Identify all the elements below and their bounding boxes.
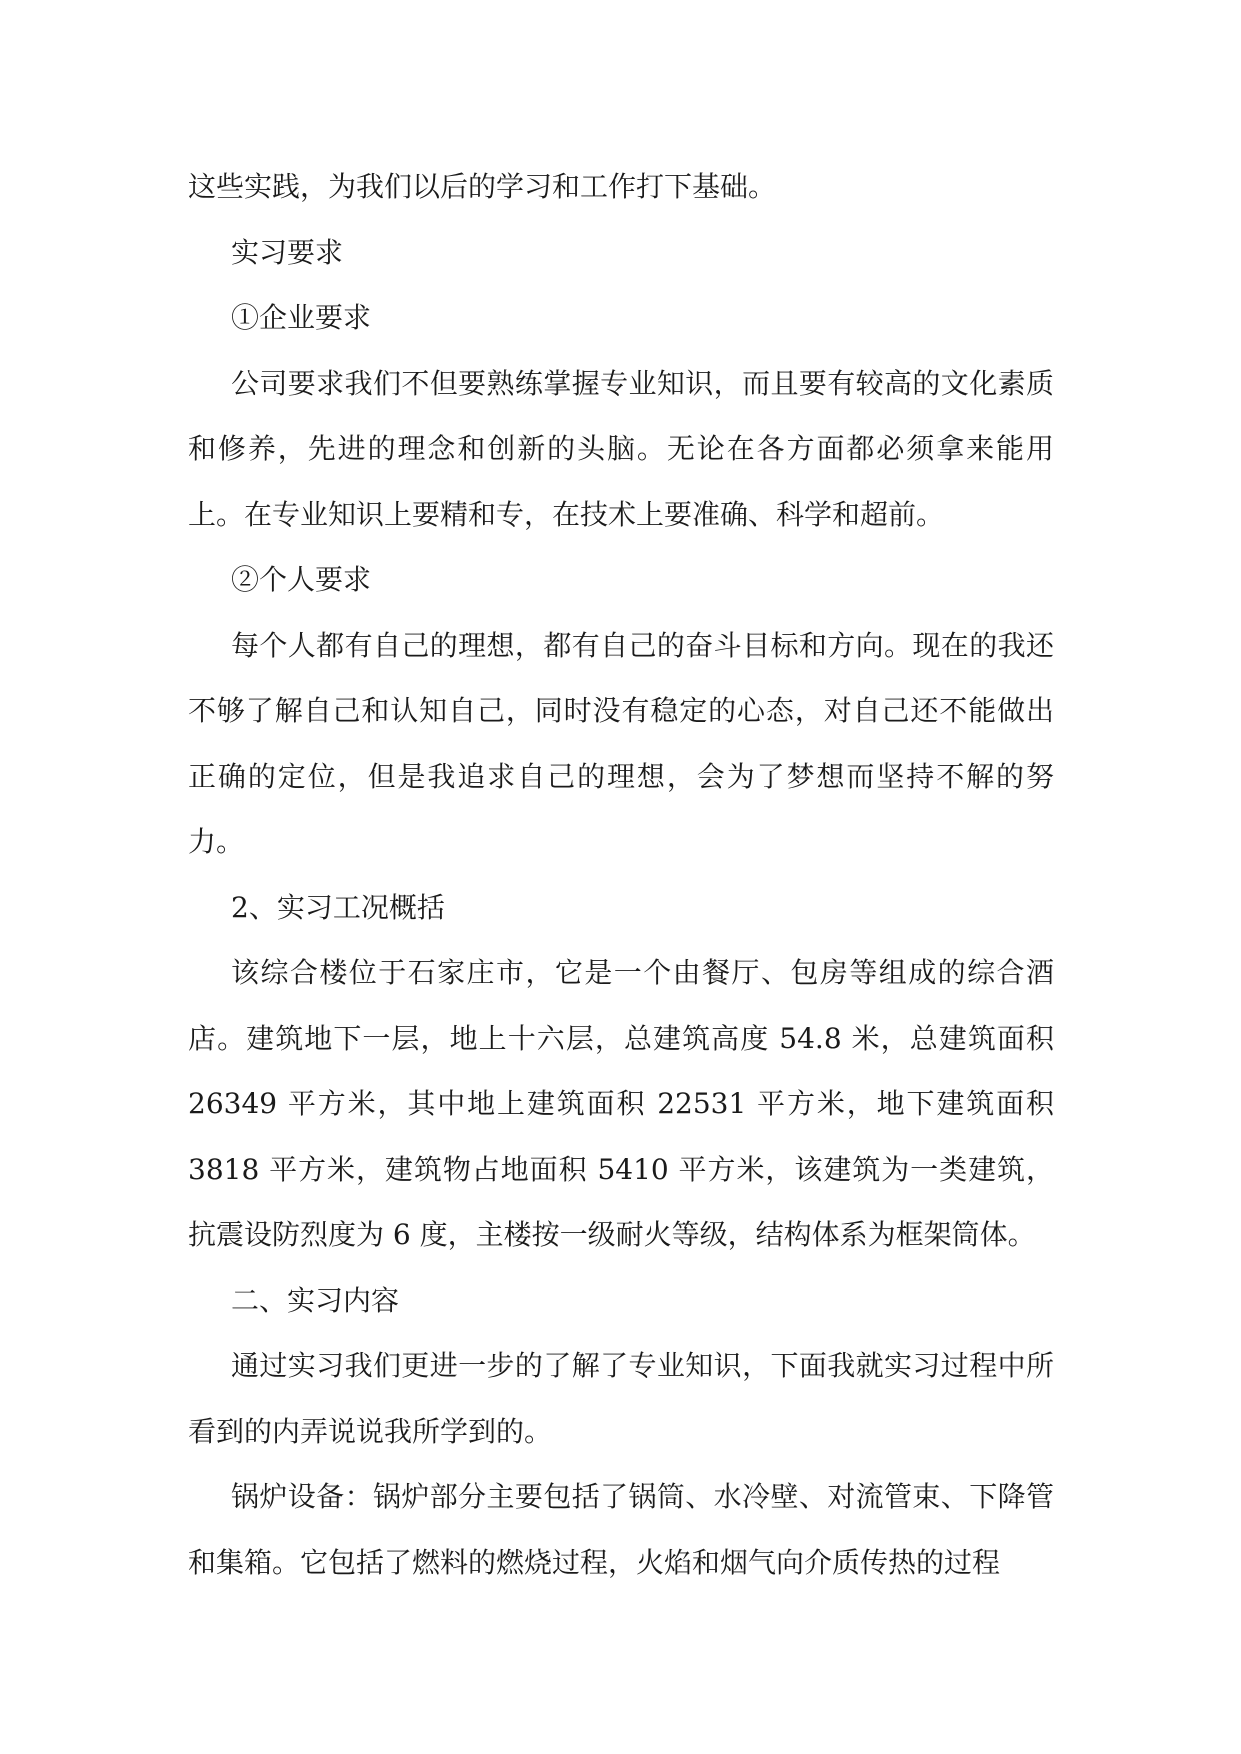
paragraph-continuation: 这些实践，为我们以后的学习和工作打下基础。: [188, 170, 777, 203]
section-heading-site-overview: 2、实习工况概括: [231, 890, 445, 924]
section-heading-requirements: 实习要求: [231, 235, 344, 269]
paragraph-site-overview: 该综合楼位于石家庄市，它是一个由餐厅、包房等组成的综合酒店。建筑地下一层，地上十六层，总建筑高度 54.8 米，总建筑面积 26349 平方米，其中地上建筑面积 22531 平方米，地下建筑面积 3818 平方米，建筑物占地面积 5410 平方米，该建筑为一类建筑，抗震设防烈度为 6 度，主楼按一级耐火等级，结构体系为框架筒体。: [188, 956, 1054, 1251]
paragraph-personal-requirements: 每个人都有自己的理想，都有自己的奋斗目标和方向。现在的我还不够了解自己和认知自己，同时没有稳定的心态，对自己还不能做出正确的定位，但是我追求自己的理想，会为了梦想而坚持不解的努力。: [188, 628, 1054, 858]
paragraph-boiler-equipment: 锅炉设备：锅炉部分主要包括了锅筒、水冷壁、对流管束、下降管和集箱。它包括了燃料的燃烧过程，火焰和烟气向介质传热的过程: [188, 1480, 1054, 1579]
paragraph-company-requirements: 公司要求我们不但要熟练掌握专业知识，而且要有较高的文化素质和修养，先进的理念和创新的头脑。无论在各方面都必须拿来能用上。在专业知识上要精和专，在技术上要准确、科学和超前。: [188, 366, 1054, 531]
document-body: [188, 154, 1054, 1595]
subheading-personal-requirements: ②个人要求: [231, 563, 372, 596]
subheading-company-requirements: ①企业要求: [231, 301, 372, 334]
section-heading-internship-content: 二、实习内容: [231, 1283, 400, 1317]
paragraph-internship-intro: 通过实习我们更进一步的了解了专业知识，下面我就实习过程中所看到的内弄说说我所学到的。: [188, 1349, 1054, 1448]
